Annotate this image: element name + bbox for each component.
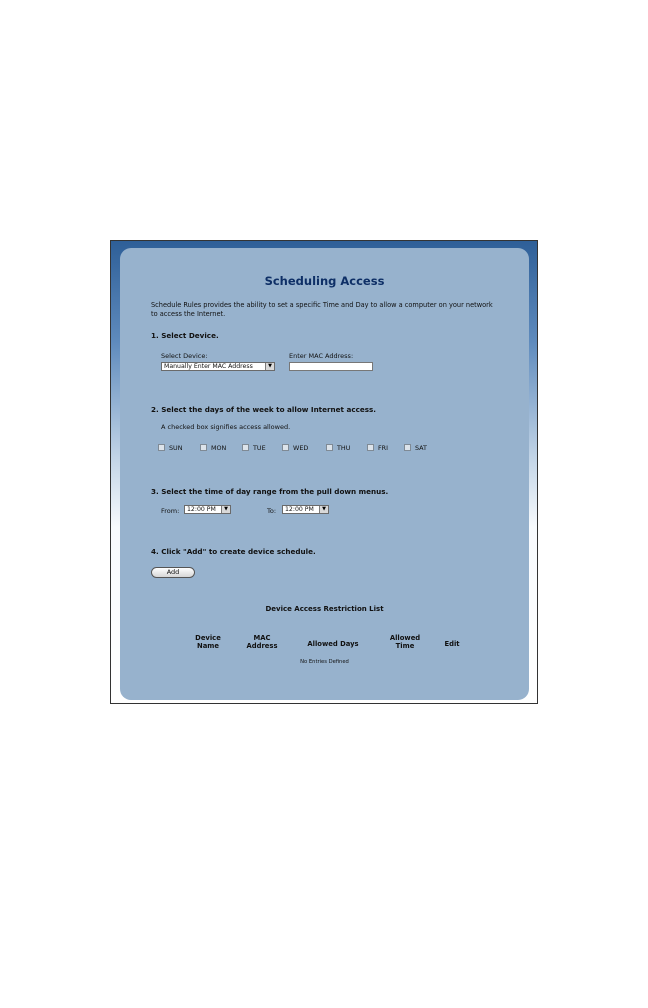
chevron-down-icon[interactable]: ▼ <box>319 506 328 513</box>
day-label-thu: THU <box>337 444 351 452</box>
to-time-select[interactable] <box>282 505 329 514</box>
from-time-select[interactable] <box>184 505 231 514</box>
checkbox-thu[interactable] <box>326 444 333 451</box>
column-mac-address: MAC Address <box>246 634 278 650</box>
day-label-sat: SAT <box>415 444 427 452</box>
restriction-list-title: Device Access Restriction List <box>265 605 384 613</box>
to-time-value: 12:00 PM <box>285 506 314 513</box>
from-time-value: 12:00 PM <box>187 506 216 513</box>
checkbox-fri[interactable] <box>367 444 374 451</box>
days-note: A checked box signifies access allowed. <box>161 423 291 431</box>
to-label: To: <box>267 507 277 515</box>
column-edit: Edit <box>444 640 460 648</box>
step1-heading: 1. Select Device. <box>151 331 219 340</box>
intro-text: Schedule Rules provides the ability to set a specific Time and Day to allow a computer on your network to access the Internet. <box>151 301 493 318</box>
mac-address-label: Enter MAC Address: <box>289 352 354 360</box>
device-select[interactable] <box>161 362 275 371</box>
day-label-fri: FRI <box>378 444 389 452</box>
day-label-wed: WED <box>293 444 309 452</box>
column-allowed-days: Allowed Days <box>307 640 359 648</box>
device-select-value: Manually Enter MAC Address <box>164 363 253 370</box>
empty-list-text: No Entries Defined <box>300 659 349 665</box>
step4-heading: 4. Click "Add" to create device schedule. <box>151 547 316 556</box>
checkbox-sat[interactable] <box>404 444 411 451</box>
mac-address-input[interactable] <box>289 362 373 371</box>
step2-heading: 2. Select the days of the week to allow Internet access. <box>151 405 377 414</box>
day-label-sun: SUN <box>169 444 183 452</box>
page-title: Scheduling Access <box>264 274 385 288</box>
checkbox-sun[interactable] <box>158 444 165 451</box>
screenshot-frame <box>110 240 538 704</box>
checkbox-mon[interactable] <box>200 444 207 451</box>
scheduling-panel <box>120 248 529 700</box>
add-button[interactable]: Add <box>151 567 195 578</box>
chevron-down-icon[interactable]: ▼ <box>221 506 230 513</box>
select-device-label: Select Device: <box>161 352 208 360</box>
checkbox-tue[interactable] <box>242 444 249 451</box>
column-device-name: Device Name <box>195 634 221 650</box>
day-label-mon: MON <box>211 444 227 452</box>
step3-heading: 3. Select the time of day range from the pull down menus. <box>151 487 389 496</box>
chevron-down-icon[interactable]: ▼ <box>265 363 274 370</box>
column-allowed-time: Allowed Time <box>389 634 421 650</box>
checkbox-wed[interactable] <box>282 444 289 451</box>
from-label: From: <box>161 507 180 515</box>
day-label-tue: TUE <box>253 444 266 452</box>
